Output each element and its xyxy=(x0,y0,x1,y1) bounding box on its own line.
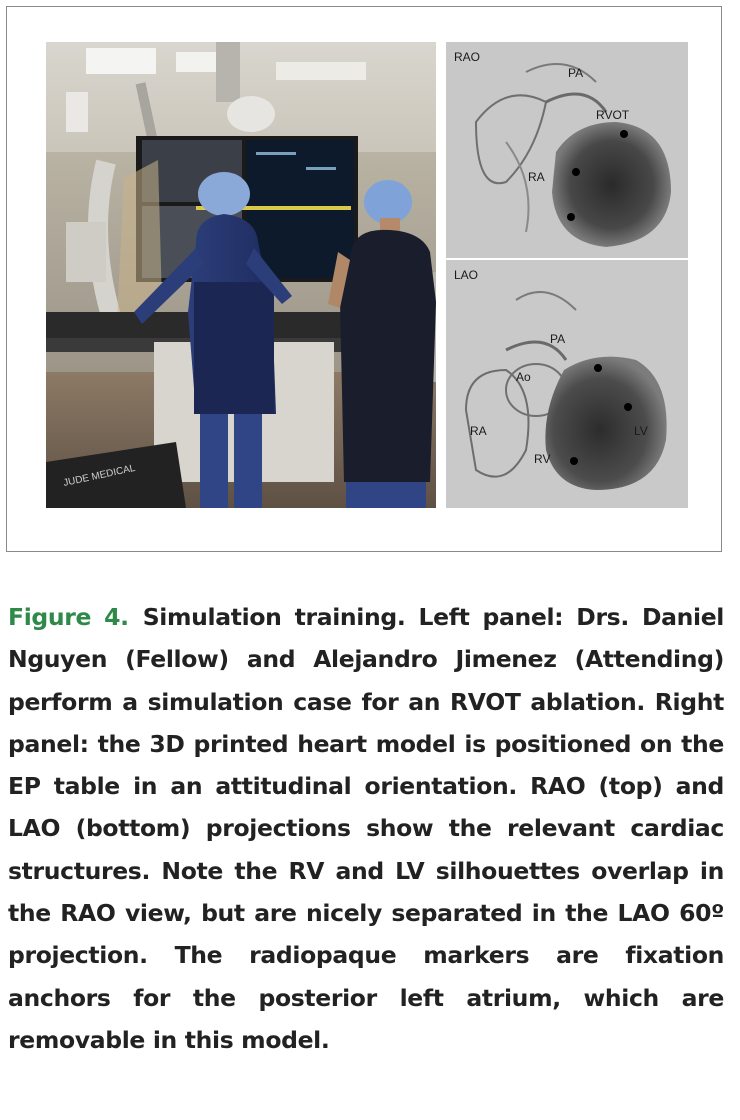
lao-rv-label: RV xyxy=(534,452,551,466)
simulation-photo xyxy=(46,42,436,508)
rao-pa-label: PA xyxy=(568,66,584,80)
figure-caption xyxy=(8,596,724,1061)
rao-xray-panel xyxy=(446,42,688,258)
floor-mat-text: JUDE MEDICAL xyxy=(62,462,137,489)
lao-lv-label: LV xyxy=(634,424,648,438)
figure-label: Figure 4. xyxy=(8,603,129,631)
lao-xray-panel xyxy=(446,260,688,508)
figure-caption-text: Simulation training. Left panel: Drs. Daniel Nguyen (Fellow) and Alejandro Jimenez (Attending) perform a simulation case for an RVOT ablation. Right panel: the 3D printed heart model is positioned on the EP table in an attitudinal orientation. RAO (top) and LAO (bottom) projections show the relevant cardiac structures. Note the RV and LV silhouettes overlap in the RAO view, but are nicely separated in the LAO 60º projection. The radiopaque markers are fixation anchors for the posterior left atrium, which are removable in this model. xyxy=(8,603,724,1054)
lao-pa-label: PA xyxy=(550,332,566,346)
simulation-photo-illustration xyxy=(46,42,436,508)
rao-ra-label: RA xyxy=(528,170,545,184)
lao-fluoroscopy-image xyxy=(446,260,688,508)
rao-rvot-label: RVOT xyxy=(596,108,630,122)
lao-view-label: LAO xyxy=(454,268,479,282)
rao-view-label: RAO xyxy=(454,50,481,64)
rao-fluoroscopy-image xyxy=(446,42,688,258)
lao-ao-label: Ao xyxy=(516,370,531,384)
lao-ra-label: RA xyxy=(470,424,487,438)
